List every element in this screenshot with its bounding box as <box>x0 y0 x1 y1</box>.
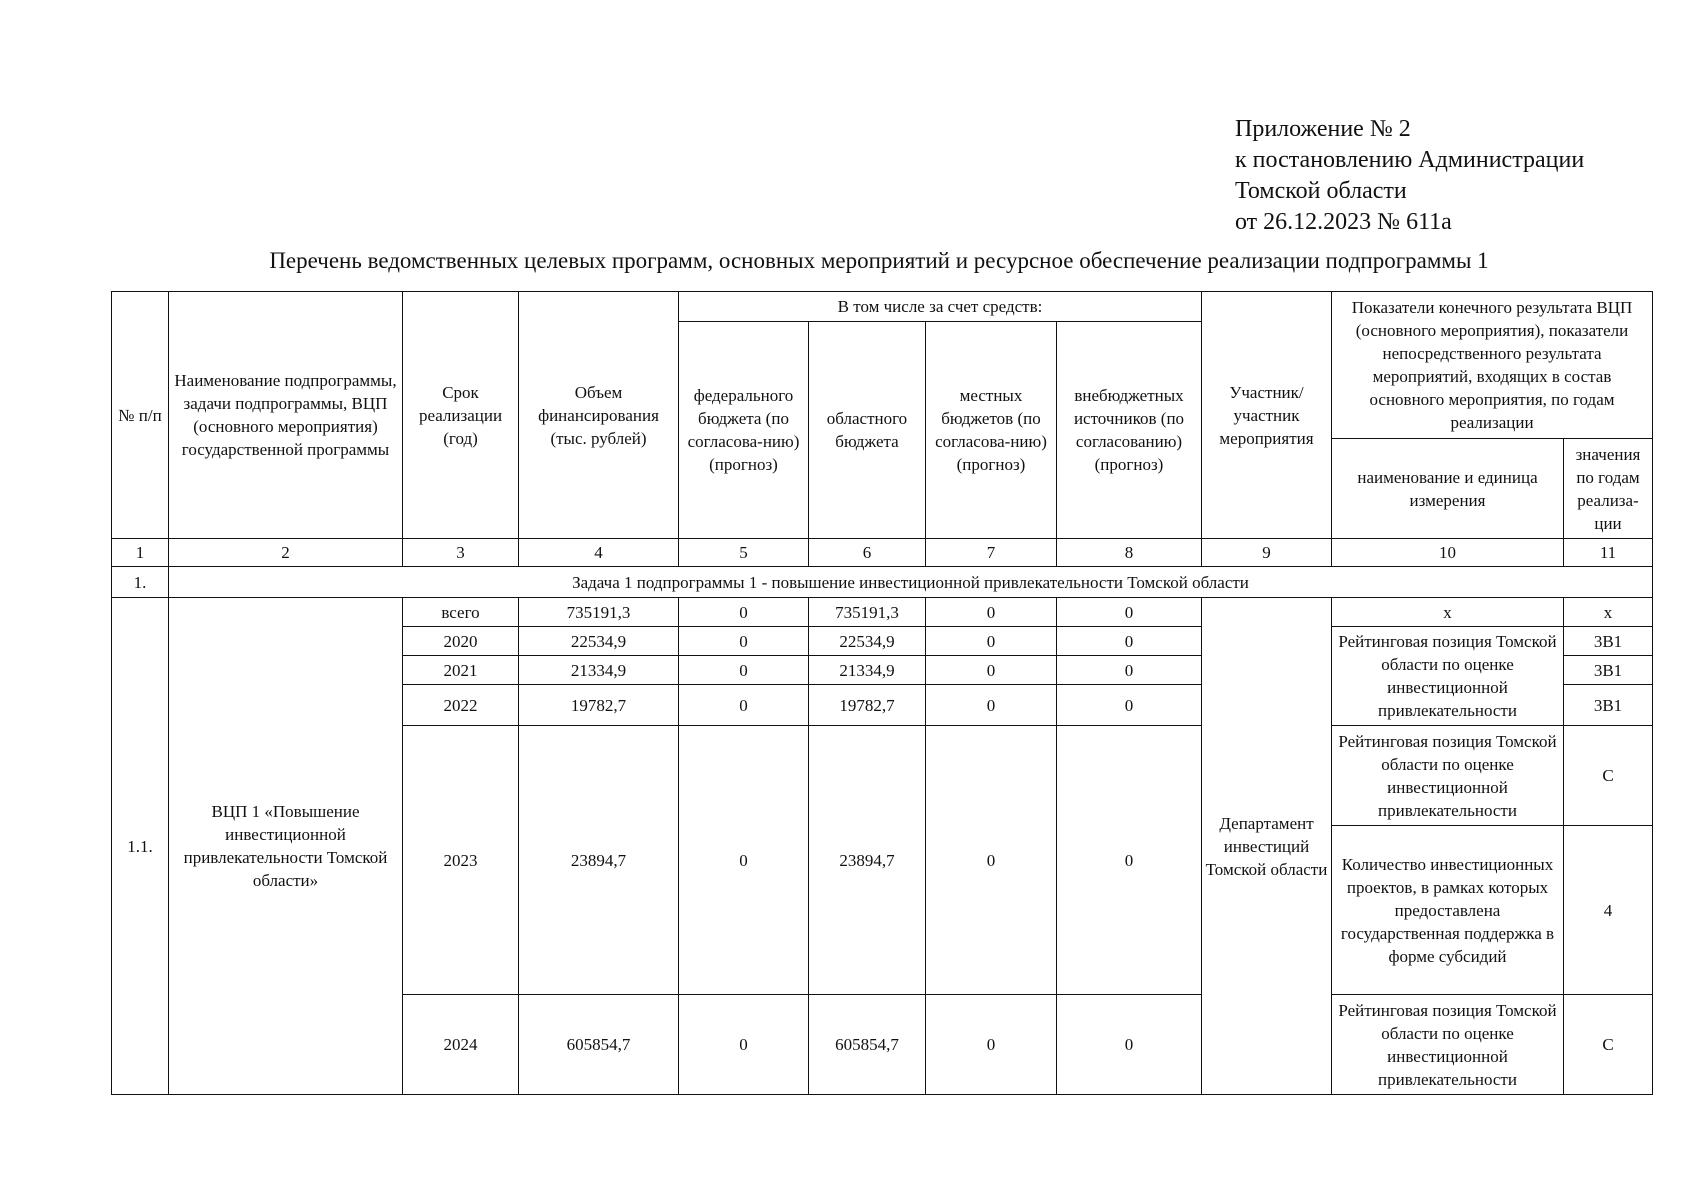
cell-period: 2024 <box>403 995 519 1095</box>
header-row <box>112 292 1653 322</box>
item-number: 1.1. <box>112 598 169 1095</box>
cell-federal: 0 <box>679 995 809 1095</box>
column-number: 8 <box>1057 539 1202 567</box>
header-federal: федерального бюджета (по согласова-нию) (прогноз) <box>679 322 809 539</box>
cell-regional: 19782,7 <box>809 685 926 726</box>
column-number: 4 <box>519 539 679 567</box>
column-number: 11 <box>1564 539 1653 567</box>
cell-extra: 0 <box>1057 685 1202 726</box>
cell-federal: 0 <box>679 726 809 995</box>
appendix-block <box>1235 114 1584 238</box>
header-indicators-group: Показатели конечного результата ВЦП (основного мероприятия), показатели непосредственного результата мероприятий, входящих в состав основного мероприятия, по годам реализации <box>1332 292 1653 439</box>
task-number: 1. <box>112 567 169 598</box>
cell-total: 22534,9 <box>519 627 679 656</box>
cell-regional: 21334,9 <box>809 656 926 685</box>
column-numbers-row <box>112 539 1653 567</box>
header-regional: областного бюджета <box>809 322 926 539</box>
cell-local: 0 <box>926 598 1057 627</box>
cell-regional: 23894,7 <box>809 726 926 995</box>
header-extra: внебюджетных источников (по согласованию) (прогноз) <box>1057 322 1202 539</box>
indicator-name: Количество инвестиционных проектов, в рамках которых предоставлена государственная поддержка в форме субсидий <box>1332 826 1564 995</box>
cell-regional: 605854,7 <box>809 995 926 1095</box>
task-text: Задача 1 подпрограммы 1 - повышение инвестиционной привлекательности Томской области <box>169 567 1653 598</box>
column-number: 2 <box>169 539 403 567</box>
indicator-name: Рейтинговая позиция Томской области по оценке инвестиционной привлекательности <box>1332 995 1564 1095</box>
column-number: 3 <box>403 539 519 567</box>
cell-local: 0 <box>926 627 1057 656</box>
header-indicator-values: значения по годам реализа-ции <box>1564 439 1653 539</box>
cell-federal: 0 <box>679 627 809 656</box>
cell-period: 2021 <box>403 656 519 685</box>
cell-extra: 0 <box>1057 995 1202 1095</box>
cell-extra: 0 <box>1057 726 1202 995</box>
cell-federal: 0 <box>679 656 809 685</box>
indicator-value: 3В1 <box>1564 685 1653 726</box>
cell-regional: 22534,9 <box>809 627 926 656</box>
appendix-line: от 26.12.2023 № 611а <box>1235 209 1452 235</box>
cell-total: 19782,7 <box>519 685 679 726</box>
cell-extra: 0 <box>1057 627 1202 656</box>
indicator-name: Рейтинговая позиция Томской области по оценке инвестиционной привлекательности <box>1332 627 1564 726</box>
column-number: 6 <box>809 539 926 567</box>
indicator-value: 3В1 <box>1564 656 1653 685</box>
header-indicator-name: наименование и единица измерения <box>1332 439 1564 539</box>
indicator-value: 4 <box>1564 826 1653 995</box>
cell-total: 21334,9 <box>519 656 679 685</box>
cell-federal: 0 <box>679 598 809 627</box>
column-number: 10 <box>1332 539 1564 567</box>
appendix-line: к постановлению Администрации <box>1235 147 1585 173</box>
column-number: 5 <box>679 539 809 567</box>
column-number: 1 <box>112 539 169 567</box>
header-total: Объем финансирования (тыс. рублей) <box>519 292 679 539</box>
header-participant: Участник/ участник мероприятия <box>1202 292 1332 539</box>
appendix-line: Приложение № 2 <box>1235 116 1411 142</box>
header-num: № п/п <box>112 292 169 539</box>
indicator-name: Рейтинговая позиция Томской области по оценке инвестиционной привлекательности <box>1332 726 1564 826</box>
task-row <box>112 567 1653 598</box>
indicator-value: С <box>1564 995 1653 1095</box>
document-title: Перечень ведомственных целевых программ, основных мероприятий и ресурсное обеспечение реализации подпрограммы 1 <box>269 248 1489 273</box>
column-number: 9 <box>1202 539 1332 567</box>
cell-local: 0 <box>926 656 1057 685</box>
indicator-name: х <box>1332 598 1564 627</box>
cell-extra: 0 <box>1057 656 1202 685</box>
indicator-value: 3В1 <box>1564 627 1653 656</box>
header-name: Наименование подпрограммы, задачи подпрограммы, ВЦП (основного мероприятия) государственной программы <box>169 292 403 539</box>
cell-total: 23894,7 <box>519 726 679 995</box>
indicator-value: С <box>1564 726 1653 826</box>
appendix-line: Томской области <box>1235 178 1407 204</box>
funding-table <box>111 291 1653 1095</box>
cell-total: 735191,3 <box>519 598 679 627</box>
cell-local: 0 <box>926 685 1057 726</box>
cell-period: 2020 <box>403 627 519 656</box>
item-participant: Департамент инвестиций Томской области <box>1202 598 1332 1095</box>
cell-local: 0 <box>926 995 1057 1095</box>
cell-local: 0 <box>926 726 1057 995</box>
header-local: местных бюджетов (по согласова-нию) (прогноз) <box>926 322 1057 539</box>
cell-federal: 0 <box>679 685 809 726</box>
cell-period: 2023 <box>403 726 519 995</box>
table-row <box>112 598 1653 627</box>
header-funds-group: В том числе за счет средств: <box>679 292 1202 322</box>
indicator-value: х <box>1564 598 1653 627</box>
cell-total: 605854,7 <box>519 995 679 1095</box>
header-period: Срок реализации (год) <box>403 292 519 539</box>
column-number: 7 <box>926 539 1057 567</box>
cell-extra: 0 <box>1057 598 1202 627</box>
cell-period: 2022 <box>403 685 519 726</box>
item-name: ВЦП 1 «Повышение инвестиционной привлекательности Томской области» <box>169 598 403 1095</box>
cell-regional: 735191,3 <box>809 598 926 627</box>
cell-period: всего <box>403 598 519 627</box>
